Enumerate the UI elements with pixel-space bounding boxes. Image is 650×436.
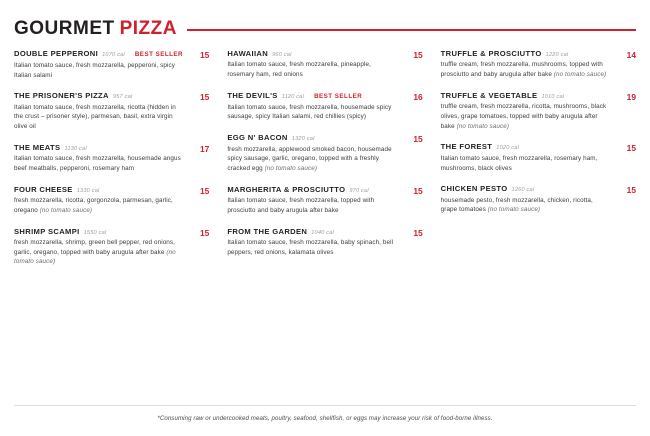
menu-item-price: 15 [413,134,423,145]
menu-item-description [14,196,183,216]
menu-item-head [14,50,183,59]
menu-item-price: 15 [200,227,210,238]
menu-item-desc-text: housemade pesto, fresh mozzarella, chicken, ricotta, grape tomatoes [440,196,593,214]
menu-item-price: 15 [413,50,423,60]
menu-item-desc-text: fresh mozzarella, ricotta, gorgonzola, parmesan, garlic, oregano [14,197,173,214]
menu-item-desc-text: Italian tomato sauce, fresh mozzarella, topped with prosciutto and baby arugula after bake [227,197,375,214]
menu-item[interactable] [14,144,209,174]
menu-item-calories: 1130 cal [64,145,87,152]
menu-item-price: 16 [413,91,423,102]
menu-column-1 [14,50,209,404]
menu-item-name: DOUBLE PEPPERONI [14,49,99,58]
menu-item[interactable] [227,50,422,80]
menu-item-name: CHICKEN PESTO [440,184,508,194]
menu-item-name: FOUR CHEESE [14,184,73,194]
page-title-word-2: PIZZA [119,18,177,39]
menu-item-head [227,134,396,142]
menu-item-price: 17 [200,143,210,154]
menu-item-price: 15 [413,185,423,196]
menu-item-price: 15 [626,185,636,196]
menu-item-desc-text: fresh mozzarella, shrimp, green bell pepper, red onions, garlic, oregano, topped with baby arugula after bake [14,238,176,256]
menu-item[interactable] [441,50,636,80]
menu-item[interactable] [14,228,209,268]
menu-item-note: (no tomato sauce) [487,206,541,214]
menu-item[interactable] [227,134,422,174]
menu-item-head [441,92,610,100]
menu-item-name: EGG N' BACON [227,133,288,143]
menu-item-description [14,103,183,132]
menu-item-name: THE PRISONER'S PIZZA [14,91,109,101]
menu-item-head [227,50,396,58]
menu-item-description [227,145,396,174]
menu-item-desc-text: Italian tomato sauce, fresh mozzarella, housemade spicy sausage, spicy Italian salami, red chillies (spicy) [227,103,392,121]
menu-item-description [441,154,610,174]
menu-item-calories: 1550 cal [83,229,107,236]
menu-item-name: THE DEVIL'S [227,90,278,100]
menu-item-calories: 1120 cal [281,93,305,100]
page-title [14,18,177,40]
menu-item-calories: 1010 cal [541,93,565,100]
menu-item[interactable] [14,92,209,132]
menu-item-desc-text: Italian tomato sauce, fresh mozzarella, pineapple, rosemary ham, red onions [227,61,371,79]
menu-item-price: 19 [626,91,636,102]
menu-item[interactable] [14,186,209,216]
menu-item[interactable] [227,186,422,216]
title-divider [187,29,636,31]
menu-item-description [14,61,183,81]
menu-item-head [441,143,610,151]
menu-item-desc-text: Italian tomato sauce, fresh mozzarella, pepperoni, spicy Italian salami [14,61,176,79]
menu-item-desc-text: truffle cream, fresh mozzarella, ricotta, mushrooms, black olives, grape tomatoes, topped with baby arugula after bake [440,103,607,130]
page-title-word-1: GOURMET [14,18,115,39]
menu-item-name: HAWAIIAN [227,49,269,58]
menu-item-name: SHRIMP SCAMPI [14,226,80,236]
menu-item-description [441,102,610,131]
menu-item-description [227,103,396,123]
menu-item-head [14,92,183,100]
menu-item-price: 15 [200,92,210,103]
menu-item-name: THE MEATS [14,142,61,152]
menu-item-head [227,228,396,236]
menu-item-head [227,186,396,194]
menu-item[interactable] [227,228,422,258]
footer-disclaimer: *Consuming raw or undercooked meats, poultry, seafood, shellfish, or eggs may increase your risk of food-borne illness. [157,415,493,422]
menu-item-head [14,228,183,236]
best-seller-badge: BEST SELLER [314,92,363,100]
menu-column-3 [441,50,636,404]
menu-item-name: MARGHERITA & PROSCIUTTO [227,184,346,194]
menu-item[interactable] [227,92,422,122]
menu-item-head [441,185,610,193]
menu-item-head [14,186,183,194]
menu-item-calories: 960 cal [272,52,292,58]
menu-item-price: 15 [200,50,210,60]
menu-column-2 [227,50,422,404]
menu-item-calories: 1040 cal [311,229,334,236]
menu-item[interactable] [441,185,636,215]
menu-item-calories: 957 cal [112,94,133,101]
menu-item-price: 14 [626,50,636,60]
footer-divider [14,405,636,406]
menu-item-name: TRUFFLE & VEGETABLE [440,90,538,100]
menu-item-head [441,50,610,58]
menu-item[interactable] [14,50,209,80]
menu-item-calories: 970 cal [349,187,369,194]
menu-item-description [227,238,396,258]
menu-item-price: 15 [626,143,636,154]
menu-item-description [441,196,610,216]
menu-item-calories: 1070 cal [102,52,125,58]
menu-item-note: (no tomato sauce) [456,122,510,130]
menu-item-name: THE FOREST [440,142,493,152]
menu-item-note: (no tomato sauce) [553,71,607,79]
menu-item-note: (no tomato sauce) [264,165,318,172]
menu-item-description [14,238,183,267]
menu-item-price: 15 [413,227,423,238]
menu-item-desc-text: Italian tomato sauce, fresh mozzarella, housemade angus beef meatballs, pepperoni, rosemary ham [14,155,181,172]
menu-item-name: FROM THE GARDEN [227,226,308,236]
best-seller-badge: BEST SELLER [134,51,183,58]
menu-item-description [227,196,396,216]
menu-item-calories: 1320 cal [291,136,315,143]
page-header [0,0,650,44]
menu-item-calories: 1330 cal [76,187,100,194]
menu-item-name: TRUFFLE & PROSCIUTTO [440,49,542,58]
menu-item-price: 15 [200,185,210,196]
menu-item-calories: 1020 cal [496,145,520,152]
menu-item[interactable] [441,92,636,132]
menu-item-desc-text: fresh mozzarella, applewood smoked bacon, housemade spicy sausage, garlic, oregano, topped with a freshly cracked egg [227,145,392,172]
menu-item-calories: 1220 cal [545,52,569,58]
menu-item-desc-text: Italian tomato sauce, fresh mozzarella, rosemary ham, mushrooms, black olives [440,154,598,172]
menu-item-description [14,154,183,174]
menu-item-description [441,60,610,80]
menu-item-note: (no tomato sauce) [39,206,93,214]
menu-item[interactable] [441,143,636,173]
menu-item-head [14,144,183,152]
menu-item-desc-text: Italian tomato sauce, fresh mozzarella, baby spinach, bell peppers, red onions, kalamata olives [227,238,394,256]
menu-item-desc-text: truffle cream, fresh mozzarella, mushrooms, topped with prosciutto and baby arugula after bake [440,61,603,79]
menu-item-description [227,60,396,80]
menu-item-note: (no tomato sauce) [14,248,176,266]
menu-item-head [227,92,396,101]
menu-columns [0,44,650,404]
menu-item-calories: 1260 cal [511,187,535,194]
menu-item-desc-text: Italian tomato sauce, fresh mozzarella, ricotta (hidden in the crust – prisoner style), parmesan, basil, extra virgin olive oil [14,103,176,131]
